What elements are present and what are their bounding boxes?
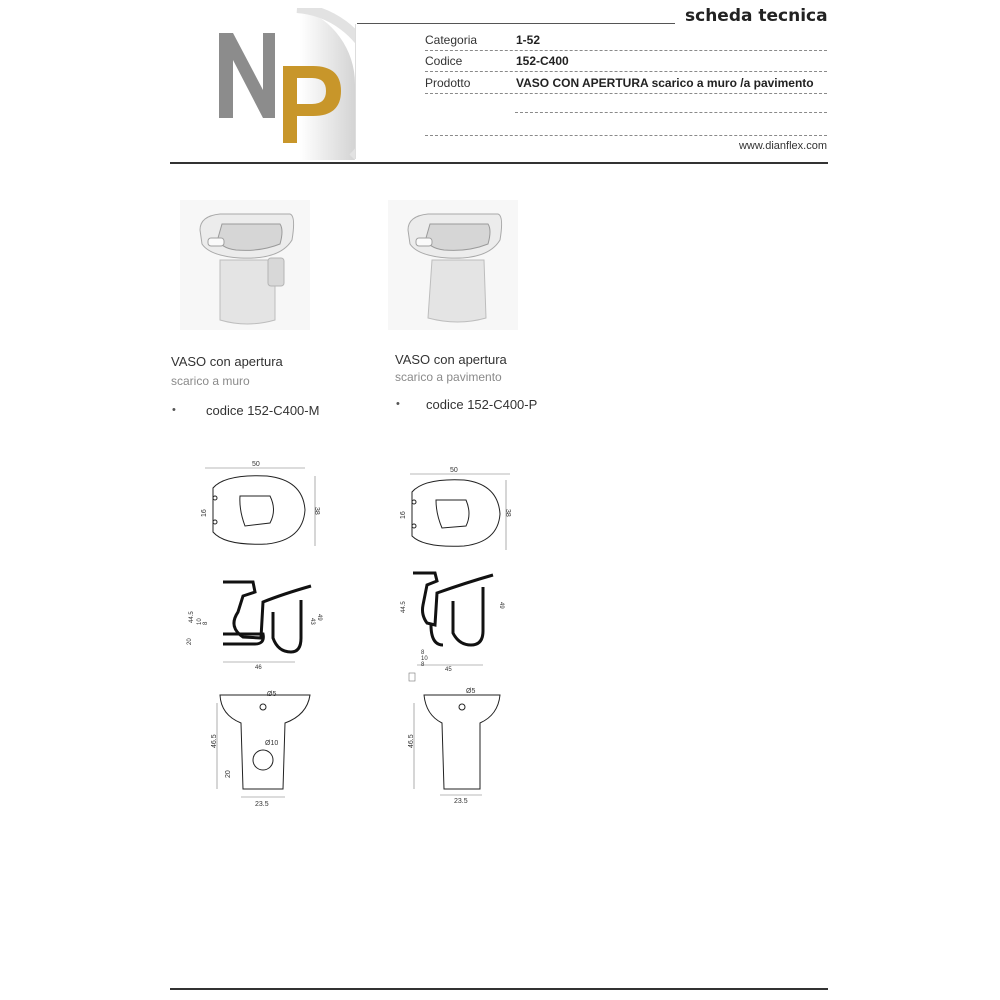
info-value: 1-52 (516, 33, 541, 47)
front-view-drawing-wall (205, 685, 325, 815)
dim-label: 20 (187, 638, 193, 645)
side-view-drawing-floor (395, 565, 520, 688)
product-photo-floor (388, 200, 518, 330)
document-title: scheda tecnica (685, 6, 828, 26)
dim-label: 8 (203, 621, 209, 625)
front-view-drawing-floor (400, 685, 510, 815)
title-rule (357, 23, 675, 24)
dim-label: 38 (313, 507, 320, 515)
dim-label: 49 (498, 602, 504, 609)
dim-label: Ø5 (466, 688, 476, 695)
dim-label: 8 (421, 662, 425, 668)
dim-label: 10 (421, 656, 428, 662)
side-view-drawing-wall (183, 572, 333, 677)
top-view-drawing-floor (390, 458, 530, 558)
company-logo (205, 8, 355, 160)
dim-label: 8 (421, 650, 425, 656)
product-subtitle: scarico a pavimento (395, 370, 502, 384)
dim-label: 43 (309, 618, 315, 625)
footer-rule (170, 988, 828, 990)
product-subtitle: scarico a muro (171, 374, 250, 388)
info-label: Categoria (425, 33, 478, 47)
dim-label: 44.5 (401, 601, 407, 613)
dim-label: 49 (316, 614, 322, 621)
dim-label: 10 (197, 618, 203, 625)
info-value: VASO CON APERTURA scarico a muro /a pavimento (516, 76, 814, 90)
dim-label: 16 (400, 511, 407, 519)
header-divider (355, 24, 356, 159)
dim-label: 46 (255, 665, 262, 671)
product-title: VASO con apertura (395, 352, 507, 367)
dim-label: 38 (504, 509, 511, 517)
product-title: VASO con apertura (171, 354, 283, 369)
info-label: Prodotto (425, 76, 471, 90)
info-row-prodotto (425, 73, 827, 94)
info-value: 152-C400 (516, 54, 569, 68)
info-row-codice (425, 51, 827, 72)
product-code: codice 152-C400-P (426, 397, 538, 412)
header-rule (170, 162, 828, 164)
info-row-categoria (425, 30, 827, 51)
info-blank-line (515, 111, 827, 113)
dim-label: 44.5 (189, 611, 195, 623)
dim-label: 16 (201, 509, 208, 517)
bullet: • (172, 404, 176, 416)
top-view-drawing-wall (185, 458, 325, 558)
info-label: Codice (425, 54, 463, 68)
website-link[interactable]: www.dianflex.com (738, 140, 827, 152)
dim-label: 50 (450, 467, 458, 474)
dim-label: 46.5 (408, 734, 415, 748)
dim-label: 20 (225, 770, 232, 778)
dim-label: Ø10 (265, 740, 279, 747)
dim-label: 45 (445, 667, 452, 673)
product-code: codice 152-C400-M (206, 403, 320, 418)
dim-label: 23.5 (454, 798, 468, 805)
dim-label: 23.5 (255, 801, 269, 808)
dim-label: 46.5 (211, 734, 218, 748)
dim-label: Ø5 (267, 691, 277, 698)
product-photo-wall (180, 200, 310, 330)
dim-label: 50 (252, 461, 260, 468)
bullet: • (396, 398, 400, 410)
info-blank-line (425, 134, 827, 136)
